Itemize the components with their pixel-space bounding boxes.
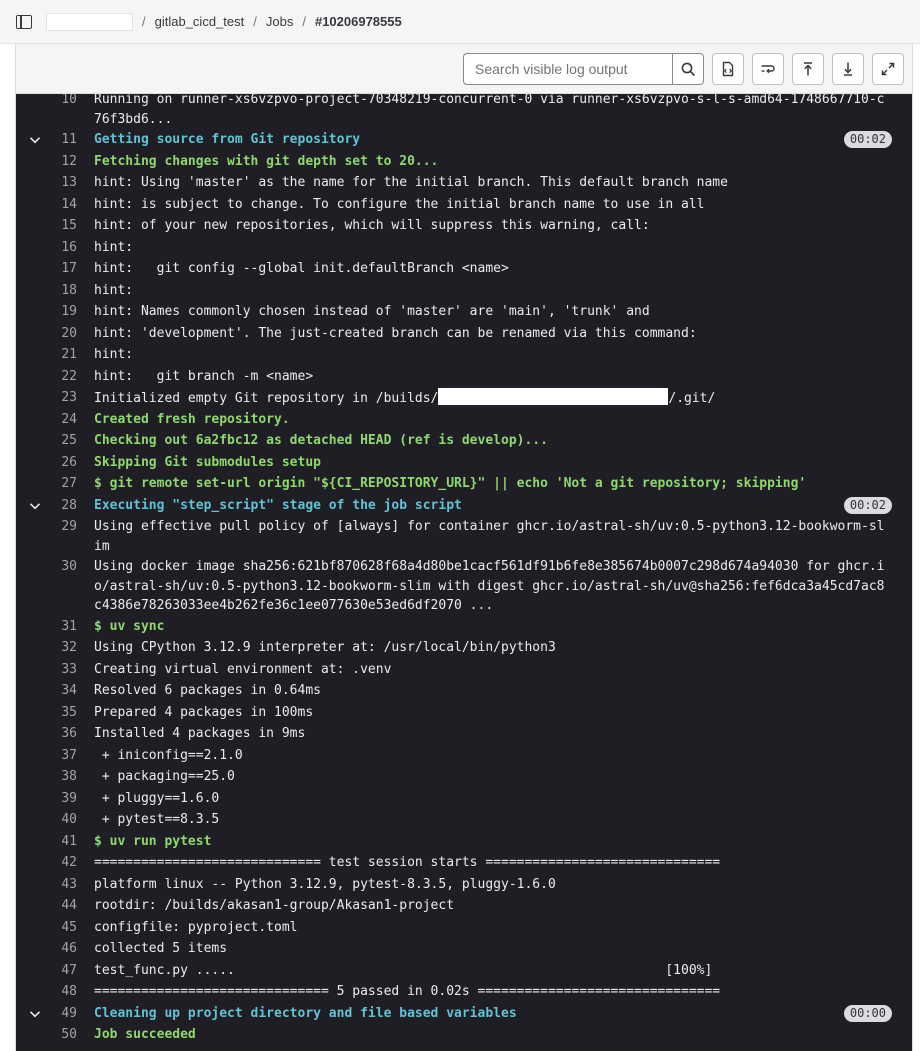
log-text: rootdir: /builds/akasan1-group/Akasan1-project [94, 898, 455, 913]
log-text: Job succeeded [94, 1027, 196, 1042]
breadcrumb-job-id[interactable]: #10206978555 [314, 14, 402, 29]
log-line [16, 659, 912, 681]
line-number[interactable]: 43 [61, 876, 77, 892]
log-text: Checking out 6a2fbc12 as detached HEAD (ref is develop)... [94, 433, 548, 448]
log-line [16, 258, 912, 280]
log-section-header[interactable] [16, 129, 912, 151]
line-number[interactable]: 36 [61, 726, 77, 741]
line-number[interactable]: 14 [61, 196, 77, 212]
log-text: $ git remote set-url origin "${CI_REPOSITORY_URL}" || echo 'Not a git repository; skipping' [94, 476, 807, 491]
log-text: Installed 4 packages in 9ms [94, 726, 306, 741]
log-text: Skipping Git submodules setup [94, 454, 321, 470]
section-duration-badge: 00:02 [844, 131, 892, 148]
log-text: Fetching changes with git depth set to 20... [94, 153, 439, 169]
chevron-down-icon[interactable] [28, 133, 42, 147]
log-line [16, 852, 912, 874]
log-line [16, 194, 912, 216]
log-line [16, 366, 912, 388]
line-number[interactable]: 29 [61, 519, 77, 534]
log-text: Running on runner-xs6vzpvo-project-70348219-concurrent-0 via runner-xs6vzpvo-s-l-s-amd64-1748667710-c76f3bd6... [94, 94, 885, 127]
log-line [16, 960, 912, 982]
log-text: hint: Using 'master' as the name for the initial branch. This default branch name [94, 175, 728, 190]
line-number[interactable]: 21 [61, 347, 77, 362]
line-number[interactable]: 48 [61, 984, 77, 999]
log-line [16, 387, 912, 409]
wrap-lines-button[interactable] [752, 53, 784, 85]
log-text [94, 388, 912, 409]
line-number[interactable]: 24 [61, 411, 77, 427]
line-number[interactable]: 12 [61, 153, 77, 169]
scroll-to-top-button[interactable] [792, 53, 824, 85]
line-number[interactable]: 15 [61, 218, 77, 233]
line-number[interactable]: 20 [61, 325, 77, 341]
redacted-breadcrumb-item[interactable] [46, 13, 133, 31]
log-line [16, 637, 912, 659]
log-line [16, 323, 912, 345]
log-line [16, 702, 912, 724]
line-number[interactable]: 13 [61, 175, 77, 190]
log-line [16, 215, 912, 237]
log-line [16, 938, 912, 960]
line-number[interactable]: 35 [61, 704, 77, 720]
line-number[interactable]: 32 [61, 640, 77, 655]
log-line [16, 301, 912, 323]
log-line [16, 409, 912, 431]
log-text: $ uv sync [94, 618, 165, 634]
search-button[interactable] [672, 53, 704, 85]
log-text: ============================== 5 passed in 0.02s =============================== [94, 984, 721, 999]
breadcrumb-separator: / [253, 14, 257, 29]
top-bar [0, 0, 920, 44]
log-text: configfile: pyproject.toml [94, 919, 298, 935]
log-text: Using CPython 3.12.9 interpreter at: /usr/local/bin/python3 [94, 640, 556, 655]
log-text: $ uv run pytest [94, 833, 212, 849]
log-text: + iniconfig==2.1.0 [94, 747, 243, 763]
log-text: hint: is subject to change. To configure the initial branch name to use in all [94, 196, 705, 212]
log-line [16, 94, 912, 129]
breadcrumb-jobs[interactable]: Jobs [265, 14, 294, 29]
line-number[interactable]: 31 [61, 618, 77, 634]
search-icon [680, 61, 696, 77]
breadcrumb-project[interactable]: gitlab_cicd_test [154, 14, 245, 29]
line-number[interactable]: 40 [61, 812, 77, 827]
log-line [16, 473, 912, 495]
line-number[interactable]: 18 [61, 282, 77, 298]
line-number[interactable]: 33 [61, 661, 77, 677]
log-line [16, 766, 912, 788]
log-line [16, 809, 912, 831]
log-line [16, 452, 912, 474]
log-text: Prepared 4 packages in 100ms [94, 704, 314, 720]
log-text: Using effective pull policy of [always] for container ghcr.io/astral-sh/uv:0.5-python3.12-bookworm-slim [94, 519, 885, 554]
log-line [16, 556, 912, 616]
line-number[interactable]: 44 [61, 898, 77, 913]
line-number[interactable]: 47 [61, 962, 77, 978]
log-text: Created fresh repository. [94, 411, 290, 427]
log-section-header[interactable] [16, 495, 912, 517]
log-text: test_func.py ..... [100%] [94, 962, 713, 978]
chevron-down-icon[interactable] [28, 499, 42, 513]
log-line [16, 723, 912, 745]
line-number[interactable]: 37 [61, 747, 77, 763]
log-line [16, 344, 912, 366]
line-number[interactable]: 23 [61, 390, 77, 405]
line-number[interactable]: 27 [61, 476, 77, 491]
job-log-panel [15, 44, 913, 1051]
line-number[interactable]: 34 [61, 683, 77, 698]
log-text: ============================= test session starts ============================== [94, 855, 721, 870]
log-text: Using docker image sha256:621bf870628f68a4d80be1cacf561df91b6fe8e385674b0007c298d674a94030 for ghcr.io/astral-sh/uv:0.5-python3.12-bookworm-slim with digest ghcr.io/astral-sh/uv@sha256:fef6dca3a45cd7ac8c4386e78263033ee4b262fe36c1ee077630e53ed6df2070 ... [94, 559, 885, 613]
search-log-input[interactable] [463, 53, 672, 85]
log-line [16, 788, 912, 810]
log-line [16, 237, 912, 259]
log-toolbar [16, 44, 912, 94]
section-duration-badge: 00:00 [844, 1005, 892, 1022]
text-wrap-icon [760, 61, 776, 77]
log-line [16, 917, 912, 939]
line-number[interactable]: 16 [61, 239, 77, 255]
line-number[interactable]: 45 [61, 919, 77, 935]
line-number[interactable]: 42 [61, 855, 77, 870]
scroll-to-bottom-button[interactable] [832, 53, 864, 85]
show-raw-button[interactable] [712, 53, 744, 85]
line-number[interactable]: 49 [61, 1005, 77, 1021]
log-text: hint: [94, 282, 134, 298]
log-line [16, 172, 912, 194]
fullscreen-button[interactable] [872, 53, 904, 85]
log-text: platform linux -- Python 3.12.9, pytest-8.3.5, pluggy-1.6.0 [94, 876, 556, 892]
line-number[interactable]: 28 [61, 497, 77, 513]
log-text: hint: Names commonly chosen instead of 'master' are 'main', 'trunk' and [94, 304, 650, 319]
log-text: hint: git branch -m <name> [94, 368, 314, 384]
log-text: + pluggy==1.6.0 [94, 790, 220, 806]
log-section-header[interactable] [16, 1003, 912, 1025]
log-text: hint: [94, 239, 134, 255]
log-text: + pytest==8.3.5 [94, 812, 220, 827]
log-text: Cleaning up project directory and file based variables [94, 1005, 517, 1021]
log-line [16, 280, 912, 302]
line-number[interactable]: 25 [61, 433, 77, 448]
line-number[interactable]: 17 [61, 261, 77, 276]
log-search [463, 53, 704, 85]
line-number[interactable]: 50 [61, 1027, 77, 1042]
log-line [16, 680, 912, 702]
log-text: collected 5 items [94, 941, 228, 956]
line-number[interactable]: 46 [61, 941, 77, 956]
line-number[interactable]: 41 [61, 833, 77, 849]
breadcrumb [46, 13, 402, 31]
log-line [16, 745, 912, 767]
log-line [16, 430, 912, 452]
log-text: + packaging==25.0 [94, 769, 235, 784]
log-line [16, 1024, 912, 1046]
sidebar-toggle-icon[interactable] [16, 15, 32, 29]
line-number[interactable]: 10 [61, 94, 77, 107]
log-line [16, 516, 912, 556]
log-text-part: /.git/ [668, 391, 716, 406]
job-log [16, 94, 912, 1051]
line-number[interactable]: 22 [61, 368, 77, 384]
log-text: hint: [94, 347, 134, 362]
log-text: Resolved 6 packages in 0.64ms [94, 683, 321, 698]
log-text: hint: of your new repositories, which will suppress this warning, call: [94, 218, 650, 233]
line-number[interactable]: 30 [61, 559, 77, 574]
log-text-part: Initialized empty Git repository in /builds/ [94, 391, 439, 406]
log-text: hint: 'development'. The just-created branch can be renamed via this command: [94, 325, 697, 341]
log-text: Getting source from Git repository [94, 132, 361, 147]
log-line [16, 831, 912, 853]
breadcrumb-separator: / [302, 14, 306, 29]
log-text: Creating virtual environment at: .venv [94, 661, 392, 677]
scroll-top-icon [800, 61, 816, 77]
log-line [16, 895, 912, 917]
maximize-icon [880, 61, 896, 77]
log-line [16, 151, 912, 173]
redacted-path [438, 388, 668, 405]
log-line [16, 616, 912, 638]
line-number[interactable]: 39 [61, 790, 77, 806]
raw-log-icon [720, 61, 736, 77]
line-number[interactable]: 26 [61, 454, 77, 470]
scroll-bottom-icon [840, 61, 856, 77]
log-line [16, 874, 912, 896]
log-text: Executing "step_script" stage of the job script [94, 497, 462, 513]
line-number[interactable]: 19 [61, 304, 77, 319]
chevron-down-icon[interactable] [28, 1007, 42, 1021]
section-duration-badge: 00:02 [844, 497, 892, 514]
line-number[interactable]: 11 [61, 132, 77, 147]
log-line [16, 981, 912, 1003]
log-text: hint: git config --global init.defaultBranch <name> [94, 261, 509, 276]
breadcrumb-separator: / [142, 14, 146, 29]
line-number[interactable]: 38 [61, 769, 77, 784]
